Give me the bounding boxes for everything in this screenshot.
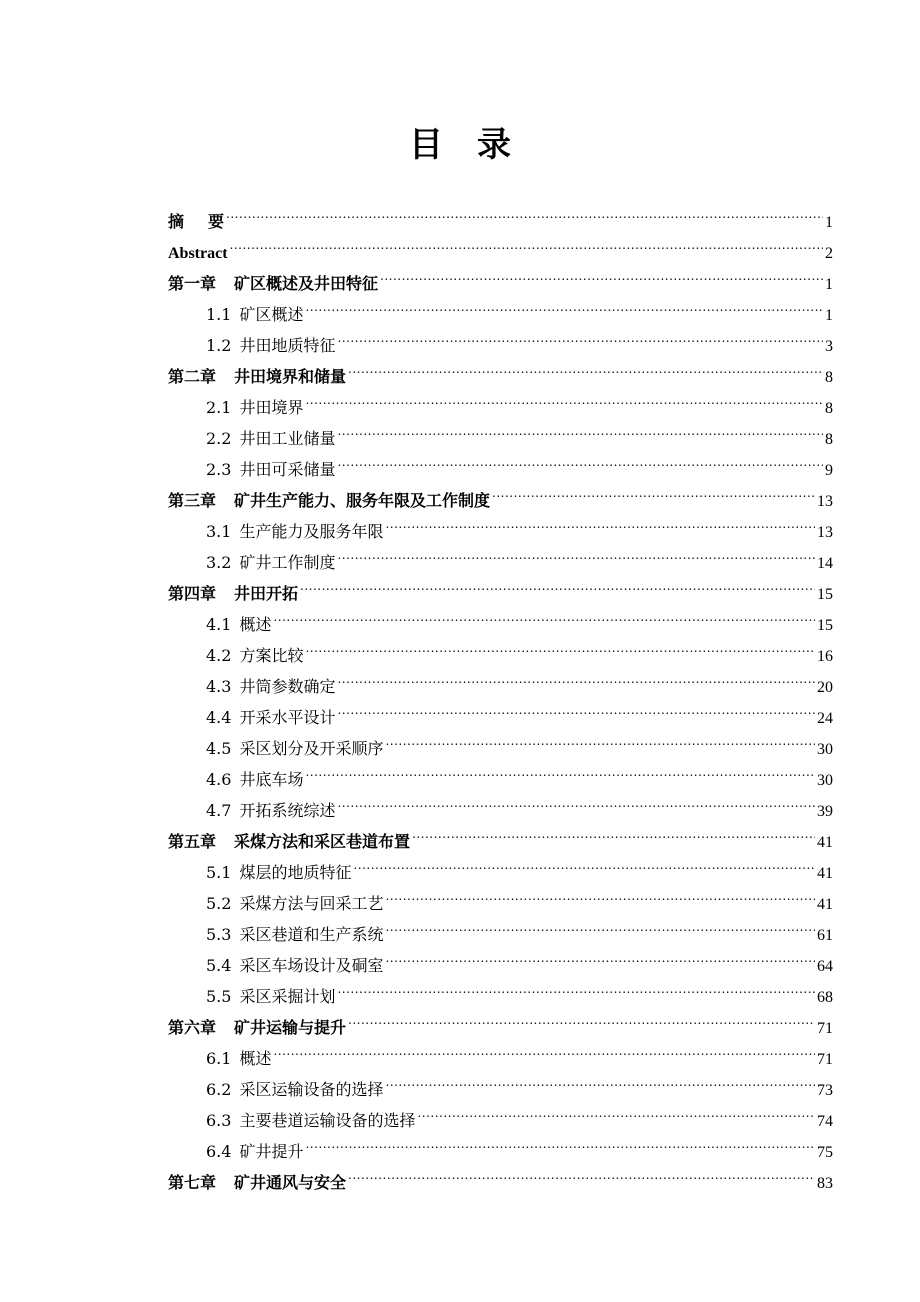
toc-entry-label [206, 795, 335, 826]
dot-leader [385, 506, 815, 537]
toc-entry-title: 采区划分及开采顺序 [239, 739, 384, 758]
dot-leader [273, 599, 815, 630]
toc-entry-number: 第三章 [168, 491, 217, 510]
toc-entry-title: 井田开拓 [234, 584, 299, 603]
page-title [0, 122, 920, 168]
dot-leader [353, 847, 815, 878]
toc-entry-label [206, 857, 351, 888]
toc-page-number: 13 [817, 493, 833, 510]
toc-entry-number: 4.5 [206, 739, 232, 758]
toc-entry-label: Abstract [168, 245, 228, 262]
toc-entry-number: 4.6 [206, 770, 232, 789]
toc-entry-title: 井筒参数确定 [239, 677, 336, 696]
toc-entry-title: 矿区概述 [239, 305, 304, 324]
toc-entry-title: 矿井提升 [239, 1142, 304, 1161]
toc-entry-number: 2.2 [206, 429, 232, 448]
dot-leader [380, 258, 823, 289]
toc-page-number: 16 [817, 648, 833, 665]
dot-leader [337, 537, 815, 568]
toc-entry-number: 4.3 [206, 677, 232, 696]
dot-leader [337, 692, 815, 723]
toc-page-number: 8 [825, 400, 833, 417]
dot-leader [230, 227, 823, 258]
dot-leader [305, 754, 815, 785]
toc-entry-label [206, 1074, 383, 1105]
toc-page-number: 15 [817, 586, 833, 603]
toc-entry-number: 第四章 [168, 584, 217, 603]
dot-leader [300, 568, 815, 599]
dot-leader [337, 971, 815, 1002]
dot-leader [385, 909, 815, 940]
dot-leader [337, 785, 815, 816]
toc-entry-number: 第七章 [168, 1173, 217, 1192]
dot-leader [305, 289, 823, 320]
toc-entry-number: 2.3 [206, 460, 232, 479]
toc-entry-label [206, 299, 303, 330]
dot-leader [412, 816, 815, 847]
toc-entry-title: 概述 [239, 1049, 272, 1068]
dot-leader [385, 1064, 815, 1095]
dot-leader [385, 878, 815, 909]
toc-chapter-entry[interactable] [168, 258, 833, 293]
toc-entry-title: 开拓系统综述 [239, 801, 336, 820]
toc-entry-number: 6.2 [206, 1080, 232, 1099]
toc-entry-title: 采区采掘计划 [239, 987, 336, 1006]
toc-entry-label [206, 888, 383, 919]
toc-page-number: 41 [817, 896, 833, 913]
toc-page-number: 15 [817, 617, 833, 634]
toc-entry-title: 采区巷道和生产系统 [239, 925, 384, 944]
dot-leader [337, 413, 823, 444]
toc-entry-title: 矿区概述及井田特征 [234, 274, 379, 293]
toc-page-number: 71 [817, 1051, 833, 1068]
toc-entry-title: 井田地质特征 [239, 336, 336, 355]
toc-entry-label [206, 454, 335, 485]
dot-leader [348, 351, 823, 382]
toc-entry-number: 4.2 [206, 646, 232, 665]
toc-entry-number: 4.1 [206, 615, 232, 634]
toc-entry-number: 4.7 [206, 801, 232, 820]
dot-leader [385, 723, 815, 754]
toc-entry-number: 第二章 [168, 367, 217, 386]
toc-entry-number: 5.1 [206, 863, 232, 882]
toc-page-number: 64 [817, 958, 833, 975]
toc-entry-title: 概述 [239, 615, 272, 634]
toc-entry-number: 3.1 [206, 522, 232, 541]
toc-entry-title: 井田工业储量 [239, 429, 336, 448]
toc-entry-title: 方案比较 [239, 646, 304, 665]
toc-page-number: 61 [817, 927, 833, 944]
toc-entry-label [206, 702, 335, 733]
toc-entry-title: 采区运输设备的选择 [239, 1080, 384, 1099]
toc-page-number: 83 [817, 1175, 833, 1192]
toc-page-number: 30 [817, 772, 833, 789]
toc-entry-label [206, 423, 335, 454]
dot-leader [305, 630, 815, 661]
toc-entry-label [206, 671, 335, 702]
table-of-contents [168, 196, 833, 1192]
toc-entry-title: 主要巷道运输设备的选择 [239, 1111, 416, 1130]
toc-entry-title: 井田境界 [239, 398, 304, 417]
toc-entry-number: 2.1 [206, 398, 232, 417]
toc-entry-label [168, 206, 224, 237]
dot-leader [226, 196, 823, 227]
dot-leader [273, 1033, 815, 1064]
toc-entry-title: 矿井生产能力、服务年限及工作制度 [234, 491, 491, 510]
toc-entry-title: 生产能力及服务年限 [239, 522, 384, 541]
toc-entry-number: 1.2 [206, 336, 232, 355]
toc-page-number: 1 [825, 214, 833, 231]
dot-leader [337, 320, 823, 351]
toc-entry-label [206, 764, 303, 795]
toc-entry-label [168, 1167, 346, 1198]
toc-entry-number: 第五章 [168, 832, 217, 851]
toc-page-number: 1 [825, 276, 833, 293]
toc-page-number: 8 [825, 369, 833, 386]
toc-page-number: 68 [817, 989, 833, 1006]
toc-entry-number: 4.4 [206, 708, 232, 727]
toc-page-number: 20 [817, 679, 833, 696]
toc-entry-number: 6.4 [206, 1142, 232, 1161]
toc-entry-number: 6.1 [206, 1049, 232, 1068]
toc-entry-title: 矿井工作制度 [239, 553, 336, 572]
toc-entry-title: 井田境界和储量 [234, 367, 347, 386]
toc-entry-label [206, 1043, 271, 1074]
toc-entry-title: 采区车场设计及硐室 [239, 956, 384, 975]
toc-entry-front[interactable] [168, 196, 833, 231]
toc-entry-number: 第一章 [168, 274, 217, 293]
toc-entry-number: 5.5 [206, 987, 232, 1006]
toc-entry-label [206, 609, 271, 640]
dot-leader [337, 444, 823, 475]
toc-entry-title: 煤层的地质特征 [239, 863, 352, 882]
toc-page-number: 2 [825, 245, 833, 262]
toc-entry-label [206, 919, 383, 950]
toc-entry-title: 开采水平设计 [239, 708, 336, 727]
dot-leader [492, 475, 815, 506]
dot-leader [337, 661, 815, 692]
toc-page-number: 13 [817, 524, 833, 541]
dot-leader [348, 1002, 815, 1033]
toc-page-number: 8 [825, 431, 833, 448]
toc-page-number: 9 [825, 462, 833, 479]
toc-page-number: 3 [825, 338, 833, 355]
dot-leader [305, 1126, 815, 1157]
toc-page-number: 24 [817, 710, 833, 727]
toc-page-number: 73 [817, 1082, 833, 1099]
toc-entry-label [206, 640, 303, 671]
toc-entry-number: 5.4 [206, 956, 232, 975]
toc-entry-number: 5.2 [206, 894, 232, 913]
toc-page-number: 14 [817, 555, 833, 572]
toc-entry-title: 井底车场 [239, 770, 304, 789]
toc-page-number: 41 [817, 834, 833, 851]
toc-entry-title: 井田可采储量 [239, 460, 336, 479]
toc-entry-abstract[interactable] [168, 227, 833, 262]
toc-entry-title: 矿井运输与提升 [234, 1018, 347, 1037]
toc-entry-label [206, 1136, 303, 1167]
toc-entry-label [206, 392, 303, 423]
title-char-1: 目 [409, 125, 443, 165]
toc-entry-label-part: 摘 [168, 212, 185, 231]
toc-page-number: 39 [817, 803, 833, 820]
toc-page-number: 75 [817, 1144, 833, 1161]
toc-page-number: 41 [817, 865, 833, 882]
toc-page-number: 74 [817, 1113, 833, 1130]
dot-leader [348, 1157, 815, 1188]
dot-leader [385, 940, 815, 971]
toc-page-number: 71 [817, 1020, 833, 1037]
toc-entry-number: 6.3 [206, 1111, 232, 1130]
toc-entry-title: 矿井通风与安全 [234, 1173, 347, 1192]
toc-page-number: 30 [817, 741, 833, 758]
toc-entry-number: 5.3 [206, 925, 232, 944]
toc-entry-number: 1.1 [206, 305, 232, 324]
toc-page-number: 1 [825, 307, 833, 324]
toc-entry-label [206, 330, 335, 361]
toc-entry-title: 采煤方法与回采工艺 [239, 894, 384, 913]
toc-entry-label [206, 981, 335, 1012]
toc-entry-label-part: 要 [208, 212, 225, 231]
toc-entry-number: 3.2 [206, 553, 232, 572]
title-char-2: 录 [477, 125, 511, 165]
dot-leader [305, 382, 823, 413]
toc-entry-number: 第六章 [168, 1018, 217, 1037]
dot-leader [417, 1095, 815, 1126]
toc-entry-title: 采煤方法和采区巷道布置 [234, 832, 411, 851]
